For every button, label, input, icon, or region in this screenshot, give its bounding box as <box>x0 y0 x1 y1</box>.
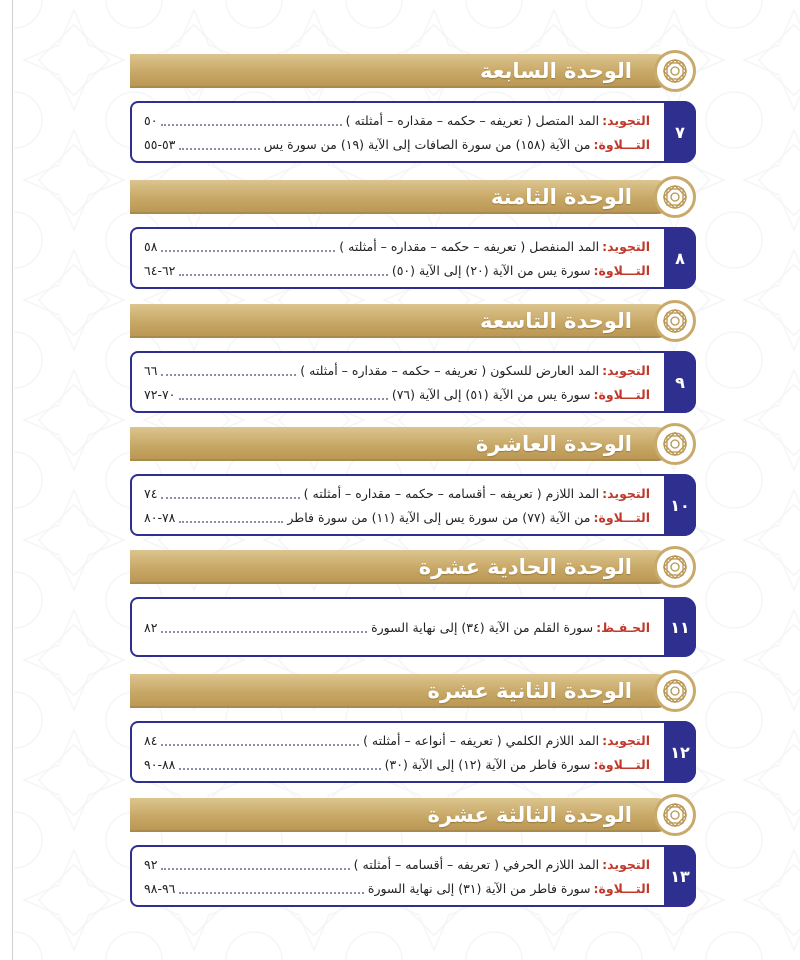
islamic-star-ornament-icon <box>660 182 690 212</box>
toc-entry[interactable] <box>144 879 650 899</box>
unit-title: الوحدة الثامنة <box>490 185 632 209</box>
unit-banner <box>130 302 696 340</box>
islamic-star-ornament-icon <box>660 676 690 706</box>
unit-number: ٨ <box>664 227 696 289</box>
unit-banner <box>130 672 696 710</box>
entry-label: التـــلاوة: <box>593 387 650 402</box>
toc-entry[interactable] <box>144 731 650 751</box>
leader-dots <box>161 497 299 499</box>
unit-number: ٩ <box>664 351 696 413</box>
entry-text: سورة يس من الآية (٢٠) إلى الآية (٥٠) <box>391 263 591 278</box>
leader-dots <box>161 124 341 126</box>
unit-section <box>130 425 696 536</box>
unit-section <box>130 672 696 783</box>
unit-content-box <box>130 227 696 289</box>
unit-banner <box>130 425 696 463</box>
unit-number: ١٠ <box>664 474 696 536</box>
unit-content-box <box>130 721 696 783</box>
toc-entry[interactable] <box>144 855 650 875</box>
unit-section <box>130 796 696 907</box>
entry-text: من الآية (٧٧) من سورة يس إلى الآية (١١) من سورة فاطر <box>287 510 591 525</box>
entry-page: ٥٠ <box>144 113 158 128</box>
entry-label: التـــلاوة: <box>593 510 650 525</box>
leader-dots <box>179 398 387 400</box>
toc-entry[interactable] <box>144 484 650 504</box>
entry-page: ٨٨-٩٠ <box>144 757 176 772</box>
unit-section <box>130 302 696 413</box>
toc-entry[interactable] <box>144 618 650 638</box>
unit-number: ٧ <box>664 101 696 163</box>
leader-dots <box>179 768 380 770</box>
toc-entry[interactable] <box>144 755 650 775</box>
entry-text: المد اللازم ( تعريفه – أقسامه – حكمه – مقداره – أمثلته ) <box>303 486 600 501</box>
unit-number: ١١ <box>664 597 696 657</box>
toc-entry[interactable] <box>144 261 650 281</box>
entry-page: ٨٤ <box>144 733 158 748</box>
islamic-star-ornament-icon <box>660 429 690 459</box>
medallion <box>654 423 696 465</box>
leader-dots <box>161 868 349 870</box>
unit-content-box <box>130 101 696 163</box>
islamic-star-ornament-icon <box>660 306 690 336</box>
unit-section <box>130 178 696 289</box>
entry-label: التـــلاوة: <box>593 757 650 772</box>
entry-text: سورة فاطر من الآية (٣١) إلى نهاية السورة <box>367 881 591 896</box>
toc-entry[interactable] <box>144 385 650 405</box>
unit-content-box <box>130 474 696 536</box>
entry-page: ٥٣-٥٥ <box>144 137 176 152</box>
entry-page: ٦٦ <box>144 363 158 378</box>
medallion <box>654 300 696 342</box>
unit-title: الوحدة السابعة <box>479 59 632 83</box>
entry-text: المد المتصل ( تعريفه – حكمه – مقداره – أمثلته ) <box>345 113 600 128</box>
toc-entry[interactable] <box>144 508 650 528</box>
leader-dots <box>161 250 335 252</box>
entry-page: ٥٨ <box>144 239 158 254</box>
leader-dots <box>161 374 296 376</box>
unit-content-box <box>130 351 696 413</box>
leader-dots <box>179 521 283 523</box>
entry-label: التـــلاوة: <box>593 137 650 152</box>
entry-page: ٦٢-٦٤ <box>144 263 176 278</box>
entry-label: التجويد: <box>602 113 650 128</box>
islamic-star-ornament-icon <box>660 552 690 582</box>
entry-label: الحـفـظ: <box>596 620 650 635</box>
unit-banner <box>130 178 696 216</box>
leader-dots <box>179 892 364 894</box>
unit-title: الوحدة الثالثة عشرة <box>427 803 632 827</box>
medallion <box>654 546 696 588</box>
entry-text: سورة فاطر من الآية (١٢) إلى الآية (٣٠) <box>384 757 591 772</box>
leader-dots <box>179 274 387 276</box>
islamic-star-ornament-icon <box>660 56 690 86</box>
entry-text: المد اللازم الكلمي ( تعريفه – أنواعه – أمثلته ) <box>363 733 600 748</box>
unit-section <box>130 548 696 657</box>
entry-label: التجويد: <box>602 857 650 872</box>
unit-banner <box>130 52 696 90</box>
unit-title: الوحدة الثانية عشرة <box>427 679 632 703</box>
entry-page: ٩٢ <box>144 857 158 872</box>
unit-section <box>130 52 696 163</box>
entry-text: المد اللازم الحرفي ( تعريفه – أقسامه – أمثلته ) <box>353 857 600 872</box>
unit-content-box <box>130 597 696 657</box>
medallion <box>654 176 696 218</box>
toc-entry[interactable] <box>144 361 650 381</box>
medallion <box>654 50 696 92</box>
entry-text: المد العارض للسكون ( تعريفه – حكمه – مقداره – أمثلته ) <box>300 363 600 378</box>
entry-text: سورة القلم من الآية (٣٤) إلى نهاية السورة <box>371 620 594 635</box>
entry-text: سورة يس من الآية (٥١) إلى الآية (٧٦) <box>391 387 591 402</box>
islamic-star-ornament-icon <box>660 800 690 830</box>
entry-label: التـــلاوة: <box>593 881 650 896</box>
medallion <box>654 794 696 836</box>
unit-content-box <box>130 845 696 907</box>
toc-entry[interactable] <box>144 111 650 131</box>
unit-banner <box>130 548 696 586</box>
unit-number: ١٢ <box>664 721 696 783</box>
leader-dots <box>161 631 367 633</box>
entry-text: من الآية (١٥٨) من سورة الصافات إلى الآية (١٩) من سورة يس <box>263 137 591 152</box>
toc-entry[interactable] <box>144 135 650 155</box>
medallion <box>654 670 696 712</box>
entry-page: ٩٦-٩٨ <box>144 881 176 896</box>
entry-label: التجويد: <box>602 363 650 378</box>
unit-banner <box>130 796 696 834</box>
entry-text: المد المنفصل ( تعريفه – حكمه – مقداره – أمثلته ) <box>339 239 600 254</box>
entry-label: التجويد: <box>602 733 650 748</box>
entry-page: ٨٢ <box>144 620 158 635</box>
entry-label: التـــلاوة: <box>593 263 650 278</box>
entry-page: ٧٤ <box>144 486 158 501</box>
entry-page: ٧٨-٨٠ <box>144 510 176 525</box>
unit-number: ١٣ <box>664 845 696 907</box>
entry-page: ٧٠-٧٢ <box>144 387 176 402</box>
toc-entry[interactable] <box>144 237 650 257</box>
entry-label: التجويد: <box>602 486 650 501</box>
unit-title: الوحدة العاشرة <box>475 432 632 456</box>
leader-dots <box>179 148 259 150</box>
entry-label: التجويد: <box>602 239 650 254</box>
leader-dots <box>161 744 359 746</box>
unit-title: الوحدة التاسعة <box>479 309 632 333</box>
unit-title: الوحدة الحادية عشرة <box>418 555 632 579</box>
